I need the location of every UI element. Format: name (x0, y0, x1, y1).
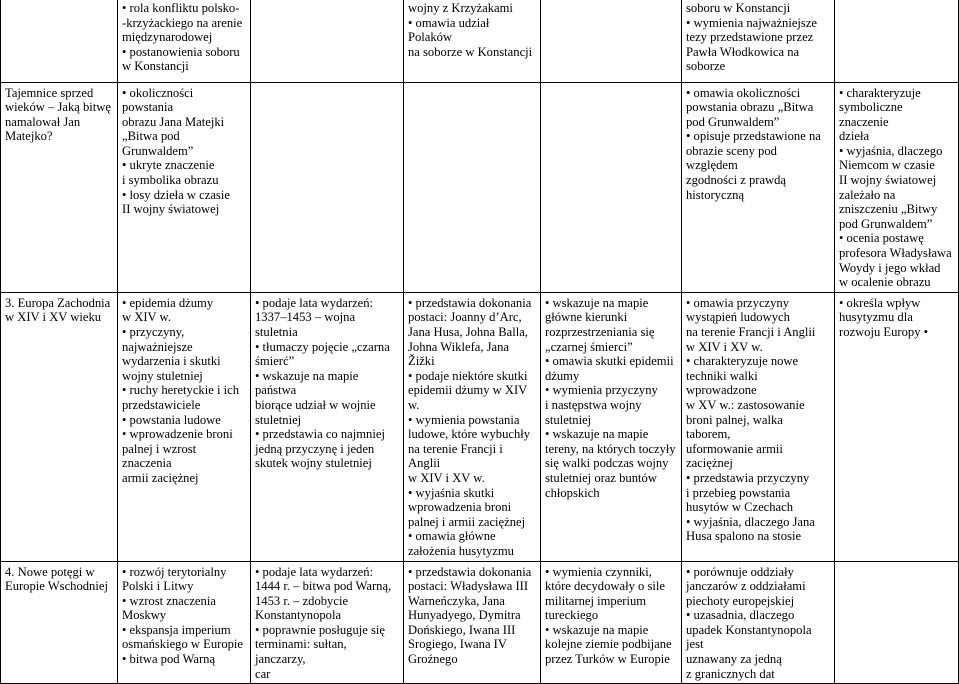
cell-line: • omawia przyczyny (686, 295, 790, 310)
cell-line: Dońskiego, Iwana III (408, 622, 516, 637)
cell-line: epidemii dżumy w XIV w. (408, 383, 528, 412)
cell-line: II wojny światowej (839, 173, 937, 188)
cell-line: pod Grunwaldem” (839, 216, 933, 231)
cell-line: • wskazuje na mapie (545, 622, 649, 637)
cell-line: w XIV i XV wieku (5, 310, 102, 325)
cell-line: • charakteryzuje nowe (686, 354, 799, 369)
cell-line: Grunwaldem” (122, 143, 194, 158)
requirements-cell (835, 0, 959, 82)
cell-line: Pawła Włodkowica na (686, 44, 800, 59)
cell-line: 1337‒1453 – wojna stuletnia (255, 310, 356, 339)
cell-line: które decydowały o sile (545, 579, 665, 594)
requirements-cell (682, 561, 835, 684)
cell-line: zależało na (839, 187, 896, 202)
cell-line: • omawia udział Polaków (408, 15, 490, 45)
requirements-cell (682, 292, 835, 561)
cell-line: terminami: sułtan, janczarzy, (255, 637, 347, 667)
cell-line: • wymienia czynniki, (545, 564, 652, 579)
cell-line: • powstania ludowe (122, 412, 221, 427)
cell-line: Moskwy (122, 608, 167, 623)
cell-line: i następstwa wojny (545, 397, 642, 412)
cell-line: • ukryte znaczenie (122, 158, 215, 173)
cell-line: militarnej imperium (545, 593, 647, 608)
requirements-cell (404, 0, 541, 82)
cell-line: • podaje lata wydarzeń: (255, 564, 374, 579)
cell-line: • losy dzieła w czasie (122, 187, 230, 202)
cell-line: • omawia główne (408, 529, 496, 544)
cell-line: • okoliczności powstania (122, 85, 194, 115)
cell-line: • wskazuje na mapie państwa (255, 368, 359, 398)
cell-line: palnej i armii zaciężnej (408, 514, 526, 529)
cell-line: w XIV i XV w. (686, 339, 763, 354)
requirements-cell (541, 0, 682, 82)
cell-line: i przebieg powstania (686, 485, 791, 500)
requirements-cell (404, 82, 541, 292)
cell-line: tereny, na których toczyły (545, 441, 676, 456)
cell-line: techniki walki wprowadzone (686, 368, 758, 398)
cell-line: przedstawiciele (122, 397, 201, 412)
cell-line: • wskazuje na mapie (545, 295, 649, 310)
cell-line: 1453 r. – zdobycie (255, 593, 349, 608)
cell-line: • wprowadzenie broni (122, 427, 233, 442)
cell-line: 1444 r. – bitwa pod Warną, (255, 579, 392, 594)
cell-line: • przedstawia co najmniej (255, 427, 385, 442)
cell-line: Johna Wiklefa, Jana Žižki (408, 339, 510, 369)
cell-line: soboru w Konstancji (686, 1, 791, 15)
requirements-cell (541, 292, 682, 561)
requirements-cell (835, 292, 959, 561)
cell-line: soborze (686, 59, 726, 74)
requirements-cell (118, 82, 251, 292)
cell-line: • ekspansja imperium (122, 622, 231, 637)
cell-line: upadek Konstantynopola jest (686, 622, 812, 652)
cell-line: rozwoju Europy • (839, 325, 929, 339)
lesson-topic-cell (1, 0, 118, 82)
cell-line: 3. Europa Zachodnia (5, 295, 111, 310)
cell-line: janczarów z oddziałami (686, 579, 806, 594)
cell-line: stuletniej oraz buntów (545, 470, 657, 485)
cell-line: Groźnego (408, 652, 458, 667)
table-row (1, 0, 959, 82)
cell-line: wprowadzenia broni (408, 500, 512, 515)
cell-line: armii zaciężnej (122, 470, 199, 485)
cell-line: zniszczeniu „Bitwy (839, 202, 938, 217)
cell-line: rozprzestrzeniania się (545, 325, 655, 339)
cell-line: powstania obrazu „Bitwa (686, 100, 814, 115)
cell-line: • przyczyny, (122, 325, 185, 339)
cell-line: • podaje niektóre skutki (408, 368, 528, 383)
table-row (1, 82, 959, 292)
cell-line: • przedstawia przyczyny (686, 470, 810, 485)
cell-line: ludowe, które wybuchły (408, 427, 531, 442)
cell-line: car (255, 666, 271, 681)
cell-line: • rozwój terytorialny (122, 564, 227, 579)
cell-line: tureckiego (545, 608, 599, 623)
requirements-cell (682, 82, 835, 292)
cell-line: w XV w.: zastosowanie (686, 397, 805, 412)
cell-line: • opisuje przedstawione na (686, 129, 821, 144)
cell-line: II wojny światowej (122, 202, 220, 217)
cell-line: na terenie Francji i Anglii (686, 325, 816, 339)
cell-line: • postanowienia soboru (122, 44, 240, 59)
cell-line: w XIV w. (122, 310, 171, 325)
cell-line: obrazie sceny pod względem (686, 143, 777, 173)
requirements-cell (682, 0, 835, 82)
requirements-cell (118, 561, 251, 684)
cell-line: • uzasadnia, dlaczego (686, 608, 795, 623)
cell-line: • rola konfliktu polsko- (122, 1, 240, 15)
requirements-cell (251, 0, 404, 82)
table-row (1, 561, 959, 684)
cell-line: kolejne ziemie podbijane (545, 637, 672, 652)
cell-line: • przedstawia dokonania (408, 564, 532, 579)
cell-line: i symbolika obrazu (122, 173, 219, 188)
cell-line: Polski i Litwy (122, 579, 194, 594)
requirements-cell (541, 561, 682, 684)
cell-line: śmierć” (255, 354, 295, 369)
cell-line: główne kierunki (545, 310, 628, 325)
cell-line: Niemcom w czasie (839, 158, 935, 173)
cell-line: dzieła (839, 129, 870, 144)
requirements-cell (118, 292, 251, 561)
cell-line: • ruchy heretyckie i ich (122, 383, 240, 398)
cell-line: profesora Władysława (839, 246, 952, 261)
cell-line: w XIV i XV w. (408, 470, 485, 485)
cell-line: przez Turków w Europie (545, 652, 670, 667)
cell-line: uznawany za jedną (686, 652, 782, 667)
cell-line: założenia husytyzmu (408, 543, 514, 558)
cell-line: zaciężnej (686, 456, 733, 471)
cell-line: wydarzenia i skutki (122, 354, 221, 369)
cell-line: Woydy i jego wkład (839, 260, 941, 275)
requirements-cell (118, 0, 251, 82)
cell-line: wojny stuletniej (122, 368, 203, 383)
cell-line: • tłumaczy pojęcie „czarna (255, 339, 390, 354)
lesson-topic-cell (1, 561, 118, 684)
cell-line: na terenie Francji i Anglii (408, 441, 503, 471)
cell-line: pod Grunwaldem” (686, 114, 780, 129)
cell-line: tezy przedstawione przez (686, 30, 814, 45)
cell-line: • wymienia przyczyny (545, 383, 658, 398)
requirements-cell (251, 292, 404, 561)
cell-line: • omawia okoliczności (686, 85, 801, 100)
cell-line: • poprawnie posługuje się (255, 622, 385, 637)
cell-line: biorące udział w wojnie (255, 397, 376, 412)
cell-line: • ocenia postawę (839, 231, 924, 246)
cell-line: • charakteryzuje (839, 85, 921, 100)
cell-line: Matejko? (5, 129, 53, 144)
cell-line: • wyjaśnia, dlaczego Jana (686, 514, 815, 529)
cell-line: międzynarodowej (122, 30, 213, 45)
cell-line: osmańskiego w Europie (122, 637, 244, 652)
cell-line: • podaje lata wydarzeń: (255, 295, 374, 310)
cell-line: „Bitwa pod (122, 129, 180, 144)
requirements-cell (404, 292, 541, 561)
cell-line: Husa spalono na stosie (686, 529, 802, 544)
cell-line: • wymienia powstania (408, 412, 520, 427)
cell-line: stuletniej (255, 412, 302, 427)
cell-line: z granicznych dat (686, 666, 775, 681)
cell-line: na soborze w Konstancji (408, 44, 533, 59)
cell-line: • wskazuje na mapie (545, 427, 649, 442)
cell-line: chłopskich (545, 485, 600, 500)
cell-line: postaci: Joanny d’Arc, (408, 310, 522, 325)
cell-line: husytyzmu dla (839, 310, 913, 325)
cell-line: obrazu Jana Matejki (122, 114, 225, 129)
cell-line: • określa wpływ (839, 295, 921, 310)
lesson-topic-cell (1, 292, 118, 561)
cell-line: • wzrost znaczenia (122, 593, 216, 608)
table-row (1, 292, 959, 561)
cell-line: Hunyadyego, Dymitra (408, 608, 521, 623)
cell-line: jedną przyczynę i jeden (255, 441, 375, 456)
cell-line: • przedstawia dokonania (408, 295, 532, 310)
cell-line: wystąpień ludowych (686, 310, 790, 325)
requirements-cell (541, 82, 682, 292)
cell-line: historyczną (686, 187, 745, 202)
requirements-cell (835, 82, 959, 292)
cell-line: uformowanie armii (686, 441, 783, 456)
cell-line: Warneńczyka, Jana (408, 593, 505, 608)
cell-line: Srogiego, Iwana IV (408, 637, 507, 652)
cell-line: • wymienia najważniejsze (686, 15, 817, 30)
cell-line: postaci: Władysława III (408, 579, 529, 594)
cell-line: palnej i wzrost znaczenia (122, 441, 197, 471)
cell-line: namalował Jan (5, 114, 81, 129)
cell-line: • bitwa pod Warną (122, 652, 216, 667)
cell-line: wieków – Jaką bitwę (5, 100, 111, 115)
cell-line: broni palnej, walka taborem, (686, 412, 783, 442)
cell-line: 4. Nowe potęgi w (5, 564, 95, 579)
requirements-cell (835, 561, 959, 684)
cell-line: się walki podczas wojny (545, 456, 669, 471)
cell-line: dżumy (545, 368, 580, 383)
cell-line: • epidemia dżumy (122, 295, 214, 310)
cell-line: • wyjaśnia, dlaczego (839, 143, 943, 158)
cell-line: husytów w Czechach (686, 500, 794, 515)
cell-line: Konstantynopola (255, 608, 342, 623)
cell-line: Tajemnice sprzed (5, 85, 94, 100)
cell-line: symboliczne znaczenie (839, 100, 903, 129)
requirements-cell (251, 82, 404, 292)
cell-line: • porównuje oddziały (686, 564, 794, 579)
cell-line: w Konstancji (122, 59, 189, 74)
cell-line: Europie Wschodniej (5, 579, 108, 594)
cell-line: Jana Husa, Johna Balla, (408, 325, 528, 339)
requirements-cell (251, 561, 404, 684)
cell-line: zgodności z prawdą (686, 173, 787, 188)
cell-line: • wyjaśnia skutki (408, 485, 495, 500)
cell-line: piechoty europejskiej (686, 593, 795, 608)
requirements-cell (404, 561, 541, 684)
cell-line: najważniejsze (122, 339, 193, 354)
cell-line: „czarnej śmierci” (545, 339, 633, 354)
cell-line: wojny z Krzyżakami (408, 1, 513, 15)
cell-line: -krzyżackiego na arenie (122, 15, 243, 30)
lesson-topic-cell (1, 82, 118, 292)
cell-line: • omawia skutki epidemii (545, 354, 674, 369)
cell-line: stuletniej (545, 412, 592, 427)
cell-line: skutek wojny stuletniej (255, 456, 372, 471)
cell-line: w ocalenie obrazu (839, 275, 931, 290)
